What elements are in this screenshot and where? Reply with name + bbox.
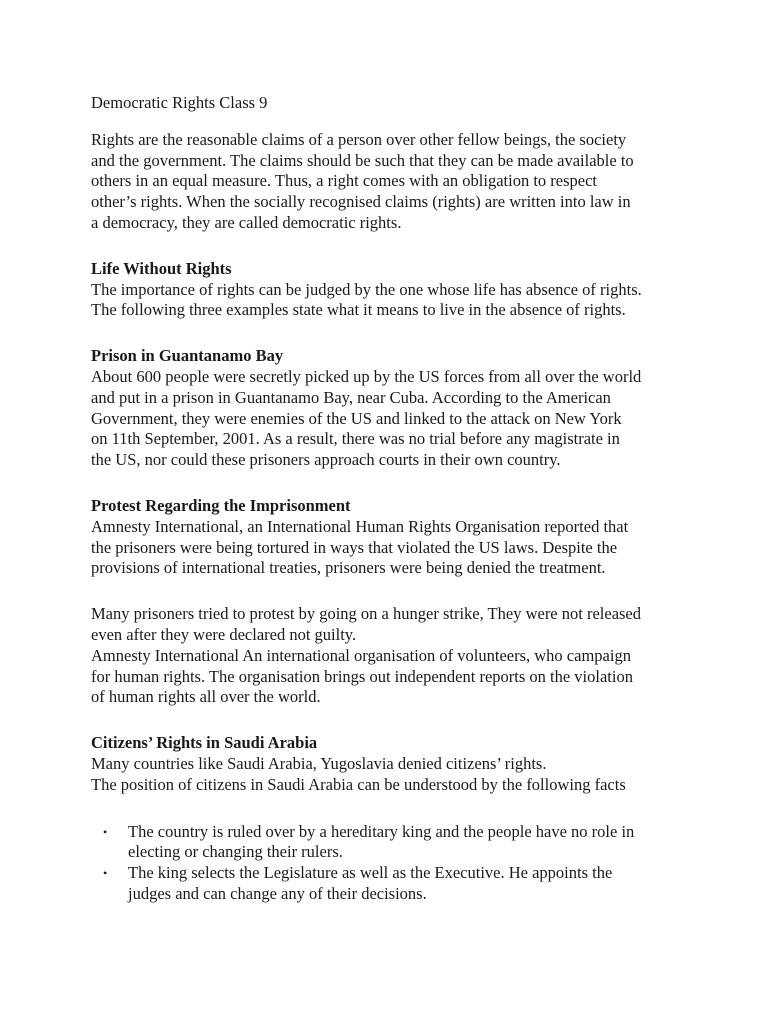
text-line: others in an equal measure. Thus, a right comes with an obligation to respect — [91, 171, 598, 191]
section-protest — [91, 496, 691, 579]
section-heading: Prison in Guantanamo Bay — [91, 346, 284, 366]
text-line: The country is ruled over by a hereditary king and the people have no role in — [128, 821, 635, 841]
section-heading: Citizens’ Rights in Saudi Arabia — [91, 733, 318, 753]
text-line: Many prisoners tried to protest by going on a hunger strike, They were not released — [91, 604, 642, 624]
text-line: About 600 people were secretly picked up by the US forces from all over the world — [91, 366, 642, 386]
bullet-icon: • — [103, 824, 108, 839]
section-heading: Protest Regarding the Imprisonment — [91, 495, 351, 515]
document-title: Democratic Rights Class 9 — [91, 93, 268, 112]
section-life-without-rights — [91, 259, 691, 321]
text-line: and put in a prison in Guantanamo Bay, near Cuba. According to the American — [91, 387, 611, 407]
text-line: even after they were declared not guilty. — [91, 624, 357, 644]
section-heading: Life Without Rights — [91, 258, 232, 278]
text-line: Many countries like Saudi Arabia, Yugoslavia denied citizens’ rights. — [91, 753, 547, 773]
text-line: The importance of rights can be judged by the one whose life has absence of rights. — [91, 279, 642, 299]
text-line: other’s rights. When the socially recognised claims (rights) are written into law in — [91, 192, 631, 212]
bullet-icon: • — [103, 866, 108, 881]
intro-paragraph — [91, 130, 691, 234]
text-line: the US, nor could these prisoners approach courts in their own country. — [91, 450, 561, 470]
text-line: Rights are the reasonable claims of a person over other fellow beings, the society — [91, 129, 627, 149]
text-line: a democracy, they are called democratic rights. — [91, 212, 402, 232]
document-page — [91, 93, 691, 905]
text-line: on 11th September, 2001. As a result, there was no trial before any magistrate in — [91, 429, 620, 449]
section-hunger-strike — [91, 604, 691, 708]
section-guantanamo — [91, 346, 691, 471]
list-item — [91, 863, 691, 905]
text-line: Amnesty International, an International Human Rights Organisation reported that — [91, 516, 629, 536]
text-line: judges and can change any of their decisions. — [128, 883, 427, 903]
text-line: The following three examples state what it means to live in the absence of rights. — [91, 300, 626, 320]
section-saudi-arabia — [91, 733, 691, 795]
text-line: The king selects the Legislature as well as the Executive. He appoints the — [128, 863, 613, 883]
text-line: provisions of international treaties, prisoners were being denied the treatment. — [91, 558, 606, 578]
text-line: of human rights all over the world. — [91, 687, 321, 707]
text-line: Government, they were enemies of the US and linked to the attack on New York — [91, 408, 622, 428]
text-line: The position of citizens in Saudi Arabia can be understood by the following facts — [91, 774, 626, 794]
list-item — [91, 822, 691, 864]
text-line: Amnesty International An international organisation of volunteers, who campaign — [91, 645, 631, 665]
text-line: and the government. The claims should be such that they can be made available to — [91, 150, 634, 170]
text-line: electing or changing their rulers. — [128, 842, 343, 862]
facts-list — [91, 822, 691, 905]
text-line: the prisoners were being tortured in ways that violated the US laws. Despite the — [91, 537, 618, 557]
text-line: for human rights. The organisation brings out independent reports on the violation — [91, 666, 633, 686]
